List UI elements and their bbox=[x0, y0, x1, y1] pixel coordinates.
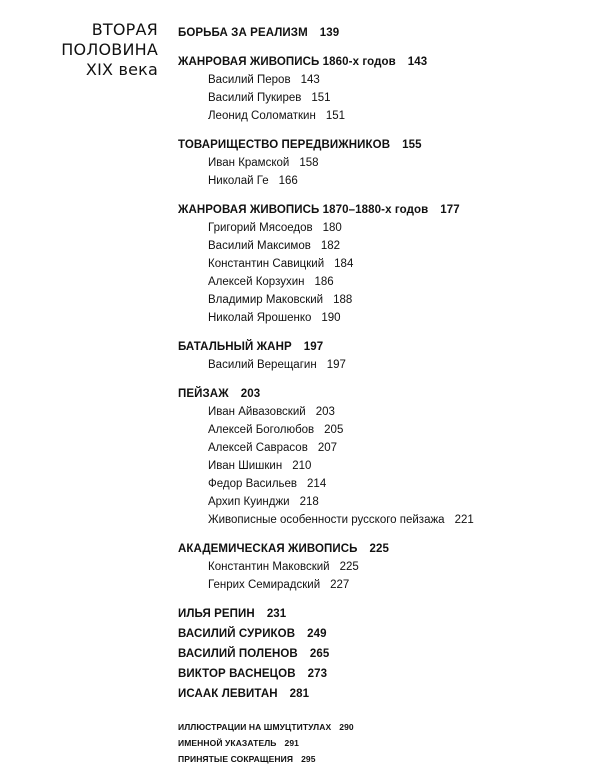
toc-appendix-page: 291 bbox=[284, 738, 299, 748]
toc-subentry-page: 190 bbox=[321, 312, 341, 324]
toc-subentry bbox=[178, 457, 578, 475]
toc-subentry bbox=[178, 511, 578, 529]
toc-section-title: ИСААК ЛЕВИТАН bbox=[178, 688, 278, 700]
toc-subentry-title: Константин Маковский bbox=[208, 561, 330, 573]
toc-subentry-page: 182 bbox=[320, 240, 341, 252]
toc-appendix-page: 290 bbox=[339, 722, 354, 732]
toc-section-page: 139 bbox=[319, 27, 340, 39]
toc-subentry-page: 214 bbox=[307, 478, 327, 490]
toc-subentry-page: 188 bbox=[333, 294, 353, 306]
toc-subentry bbox=[178, 475, 578, 493]
toc-subentry-page: 221 bbox=[454, 514, 474, 526]
toc-subentry-page: 151 bbox=[311, 92, 331, 104]
toc-subentry-title: Николай Ярошенко bbox=[208, 312, 312, 324]
toc-section-page: 273 bbox=[307, 668, 328, 680]
toc-subentry-page: 203 bbox=[315, 406, 335, 418]
toc-section-title: АКАДЕМИЧЕСКАЯ ЖИВОПИСЬ bbox=[178, 543, 358, 555]
toc-subentry-title: Алексей Боголюбов bbox=[208, 424, 315, 436]
toc-subentry-title: Живописные особенности русского пейзажа bbox=[208, 514, 445, 526]
toc-subentry-page: 151 bbox=[325, 110, 346, 122]
toc-subentry-page: 180 bbox=[322, 222, 342, 234]
toc-subentry-title: Владимир Маковский bbox=[208, 294, 324, 306]
toc-appendix-entry bbox=[178, 751, 578, 767]
toc-subentry bbox=[178, 89, 578, 107]
toc-section-title: ИЛЬЯ РЕПИН bbox=[178, 608, 255, 620]
toc-subentry bbox=[178, 255, 578, 273]
toc-section-page: 155 bbox=[402, 139, 422, 151]
toc-appendix-title: ПРИНЯТЫЕ СОКРАЩЕНИЯ bbox=[178, 754, 294, 764]
toc-subentry-page: 227 bbox=[330, 579, 350, 591]
toc-subentry bbox=[178, 291, 578, 309]
toc-subentry-title: Иван Шишкин bbox=[208, 460, 283, 472]
toc-section-entry bbox=[178, 24, 578, 42]
toc-section-title: ТОВАРИЩЕСТВО ПЕРЕДВИЖНИКОВ bbox=[178, 139, 391, 151]
toc-subentry bbox=[178, 439, 578, 457]
toc-section-title: ВИКТОР ВАСНЕЦОВ bbox=[178, 668, 296, 680]
toc-subentry bbox=[178, 107, 578, 125]
toc-subentry-title: Василий Перов bbox=[208, 74, 291, 86]
toc-section-page: 265 bbox=[309, 648, 330, 660]
toc-section-page: 231 bbox=[266, 608, 287, 620]
toc-subentry-title: Николай Ге bbox=[208, 175, 269, 187]
toc-section-page: 281 bbox=[289, 688, 310, 700]
toc-subentry-page: 158 bbox=[299, 157, 319, 169]
toc-section-page: 197 bbox=[303, 341, 324, 353]
toc-subentry-title: Василий Верещагин bbox=[208, 359, 317, 371]
toc-subentry-page: 218 bbox=[299, 496, 319, 508]
toc-subentry bbox=[178, 172, 578, 190]
toc-subentry bbox=[178, 219, 578, 237]
toc-appendix-entry bbox=[178, 719, 578, 735]
toc-subentry-title: Василий Пукирев bbox=[208, 92, 302, 104]
toc-subentry bbox=[178, 237, 578, 255]
toc-appendix-title: ИЛЛЮСТРАЦИИ НА ШМУЦТИТУЛАХ bbox=[178, 722, 332, 732]
toc-subentry-title: Генрих Семирадский bbox=[208, 579, 321, 591]
toc-section-title: ПЕЙЗАЖ bbox=[178, 388, 229, 400]
toc-subentry bbox=[178, 403, 578, 421]
toc-section-entry bbox=[178, 53, 578, 71]
toc-section-title: БАТАЛЬНЫЙ ЖАНР bbox=[178, 341, 292, 353]
toc-section-entry bbox=[178, 605, 578, 623]
part-heading bbox=[61, 20, 158, 80]
toc-section-entry bbox=[178, 385, 578, 403]
toc-subentry-page: 207 bbox=[317, 442, 338, 454]
toc-section-entry bbox=[178, 540, 578, 558]
toc-section-page: 225 bbox=[369, 543, 390, 555]
toc-subentry-page: 184 bbox=[334, 258, 354, 270]
toc-appendix-title: ИМЕННОЙ УКАЗАТЕЛЬ bbox=[178, 738, 277, 748]
toc-section-entry bbox=[178, 201, 578, 219]
toc-subentry-title: Леонид Соломаткин bbox=[208, 110, 316, 122]
part-heading-line: ВТОРАЯ bbox=[91, 20, 158, 39]
toc-section-page: 203 bbox=[240, 388, 261, 400]
toc-subentry-title: Алексей Корзухин bbox=[208, 276, 305, 288]
toc-appendix-page: 295 bbox=[301, 754, 316, 764]
toc-section-page: 249 bbox=[307, 628, 327, 640]
toc-section-page: 143 bbox=[407, 56, 428, 68]
toc-subentry-title: Иван Крамской bbox=[208, 157, 290, 169]
toc-subentry-title: Иван Айвазовский bbox=[208, 406, 306, 418]
toc-subentry bbox=[178, 356, 578, 374]
toc-section-title: БОРЬБА ЗА РЕАЛИЗМ bbox=[178, 27, 308, 39]
toc-section-entry bbox=[178, 665, 578, 683]
toc-subentry bbox=[178, 576, 578, 594]
toc-subentry bbox=[178, 421, 578, 439]
toc-section-title: ВАСИЛИЙ СУРИКОВ bbox=[178, 628, 296, 640]
toc-subentry-page: 166 bbox=[278, 175, 298, 187]
toc-subentry bbox=[178, 273, 578, 291]
toc-section-title: ЖАНРОВАЯ ЖИВОПИСЬ 1870–1880-х годов bbox=[178, 204, 429, 216]
toc-subentry-page: 205 bbox=[324, 424, 344, 436]
toc-subentry-title: Василий Максимов bbox=[208, 240, 311, 252]
toc-subentry-page: 225 bbox=[339, 561, 359, 573]
toc-subentry bbox=[178, 154, 578, 172]
toc-section-entry bbox=[178, 338, 578, 356]
toc-subentry-title: Федор Васильев bbox=[208, 478, 298, 490]
toc-subentry-title: Григорий Мясоедов bbox=[208, 222, 313, 234]
toc-subentry bbox=[178, 71, 578, 89]
table-of-contents bbox=[178, 24, 578, 767]
toc-subentry-title: Архип Куинджи bbox=[208, 496, 290, 508]
toc-section-entry bbox=[178, 645, 578, 663]
toc-subentry bbox=[178, 309, 578, 327]
toc-section-entry bbox=[178, 136, 578, 154]
toc-subentry bbox=[178, 493, 578, 511]
toc-section-page: 177 bbox=[440, 204, 460, 216]
part-heading-line: ПОЛОВИНА bbox=[61, 40, 158, 59]
toc-subentry-title: Алексей Саврасов bbox=[208, 442, 308, 454]
toc-subentry-page: 197 bbox=[326, 359, 346, 371]
toc-section-title: ЖАНРОВАЯ ЖИВОПИСЬ 1860-х годов bbox=[178, 56, 396, 68]
toc-section-entry bbox=[178, 685, 578, 703]
toc-subentry-page: 210 bbox=[292, 460, 312, 472]
toc-subentry bbox=[178, 558, 578, 576]
toc-section-entry bbox=[178, 625, 578, 643]
part-heading-line: XIX века bbox=[85, 60, 158, 79]
toc-appendix-entry bbox=[178, 735, 578, 751]
toc-subentry-page: 143 bbox=[300, 74, 320, 86]
toc-subentry-title: Константин Савицкий bbox=[208, 258, 325, 270]
toc-section-title: ВАСИЛИЙ ПОЛЕНОВ bbox=[178, 648, 298, 660]
toc-subentry-page: 186 bbox=[314, 276, 334, 288]
